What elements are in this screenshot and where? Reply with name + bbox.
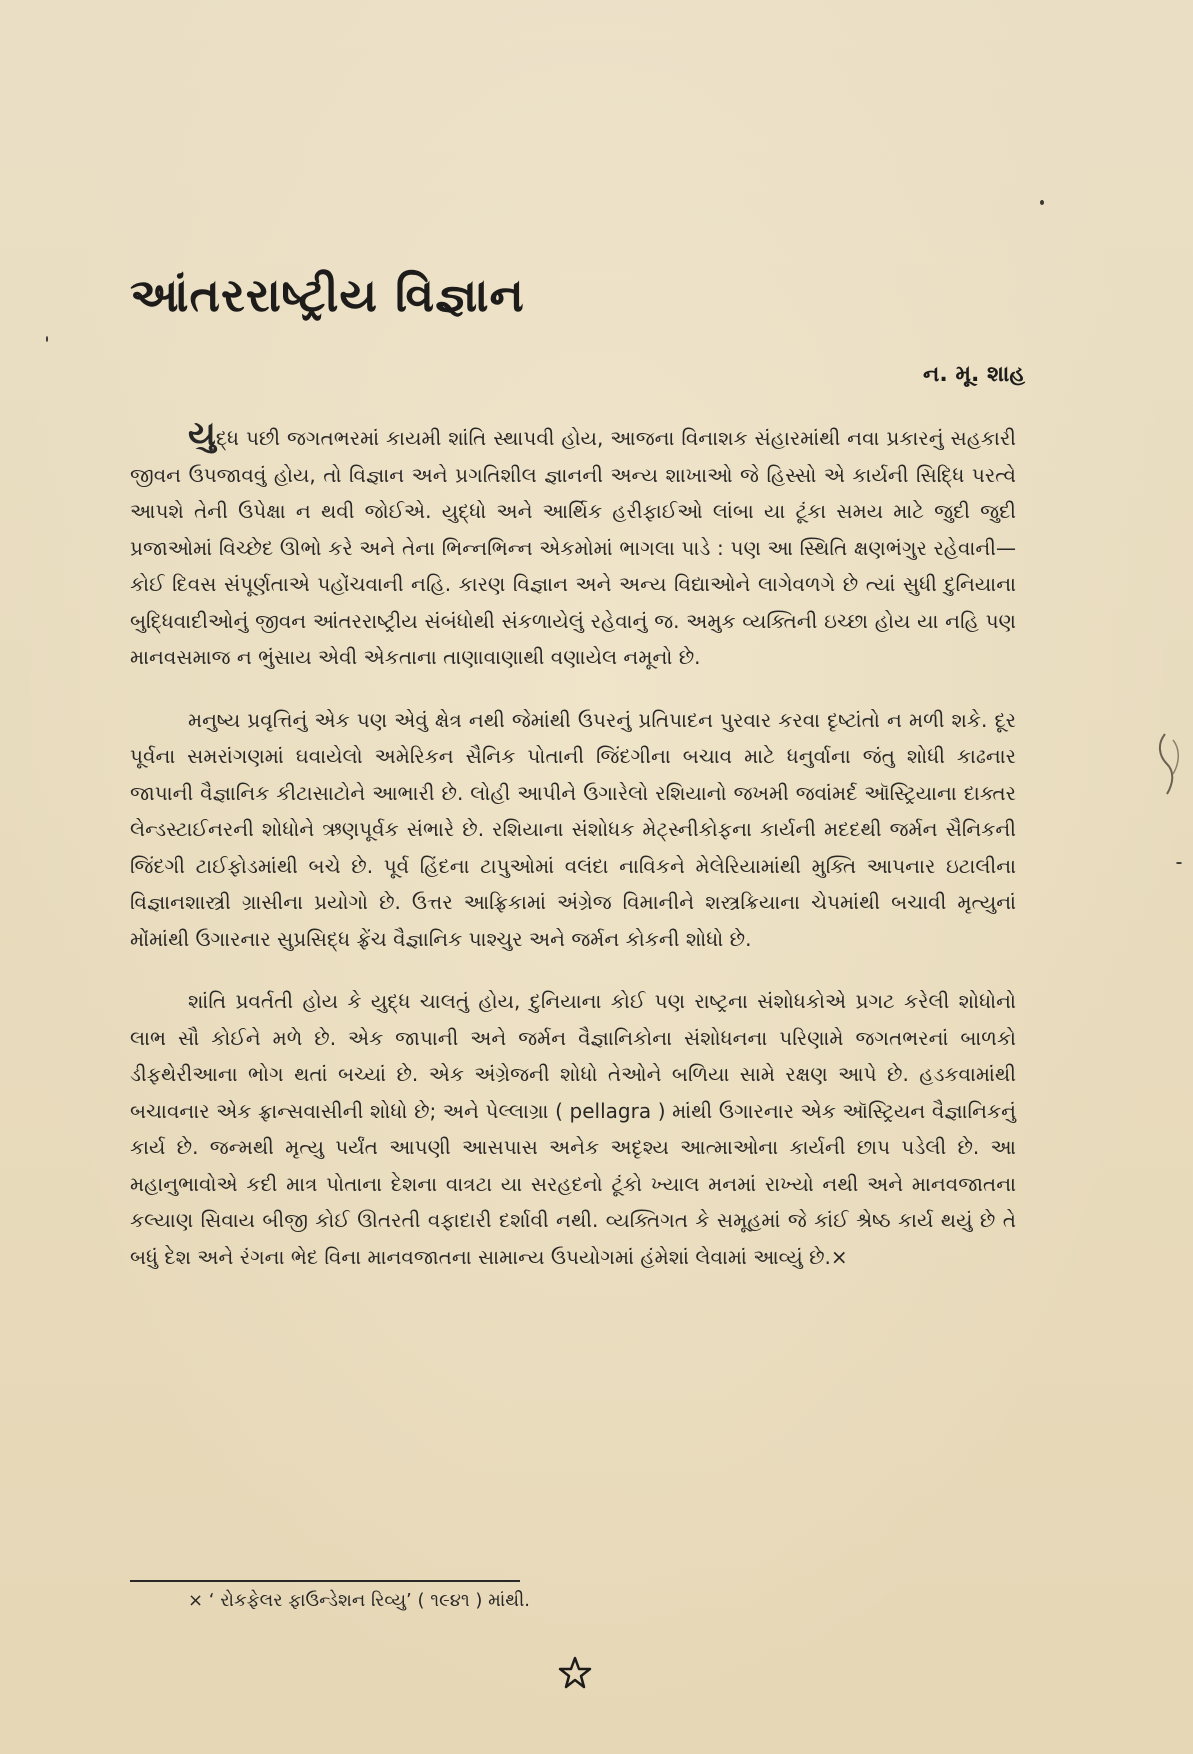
- article-body: [130, 414, 1016, 1301]
- paragraph-text: દ્ધ પછી જગતભરમાં કાયમી શાંતિ સ્થાપવી હોય, આજના વિનાશક સંહારમાંથી નવા પ્રકારનું સહકારી જીવન ઉપજાવવું હોય, તો વિજ્ઞાન અને પ્રગતિશીલ જ્ઞાનની અન્ય શાખાઓ જે હિસ્સો એ કાર્યની સિદ્ધિ પરત્વે આપશે તેની ઉપેક્ષા ન થવી જોઈએ. યુદ્ધો અને આર્થિક હરીફાઈઓ લાંબા યા ટૂંકા સમય માટે જુદી જુદી પ્રજાઓમાં વિચ્છેદ ઊભો કરે અને તેના ભિન્નભિન્ન એકમોમાં ભાગલા પાડે : પણ આ સ્થિતિ ક્ષણભંગુર રહેવાની—કોઈ દિવસ સંપૂર્ણતાએ પહોંચવાની નહિ. કારણ વિજ્ઞાન અને અન્ય વિદ્યાઓને લાગેવળગે છે ત્યાં સુધી દુનિયાના બુદ્ધિવાદીઓનું જીવન આંતરરાષ્ટ્રીય સંબંધોથી સંકળાયેલું રહેવાનું જ. અમુક વ્યક્તિની ઇચ્છા હોય યા નહિ પણ માનવસમાજ ન ભુંસાય એવી એકતાના તાણાવાણાથી વણાયેલ નમૂનો છે.: [130, 426, 1016, 669]
- paper-speck: [46, 336, 48, 342]
- footnote: × ‘ રોકફેલર ફાઉન્ડેશન રિવ્યુ’ ( ૧૯૪૧ ) માંથી.: [188, 1590, 530, 1611]
- paragraph-text: શાંતિ પ્રવર્તતી હોય કે યુદ્ધ ચાલતું હોય, દુનિયાના કોઈ પણ રાષ્ટ્રના સંશોધકોએ પ્રગટ કરેલી શોધોનો લાભ સૌ કોઈને મળે છે. એક જાપાની અને જર્મન વૈજ્ઞાનિકોના સંશોધનના પરિણામે જગતભરનાં બાળકો ડીફથેરીઆના ભોગ થતાં બચ્યાં છે. એક અંગ્રેજની શોધો તેઓને બળિયા સામે રક્ષણ આપે છે. હડકવામાંથી બચાવનાર એક ફ્રાન્સવાસીની શોધો છે; અને પેલ્લાગ્રા ( pellagra ) માંથી ઉગારનાર એક ઑસ્ટ્રિયન વૈજ્ઞાનિકનું કાર્ય છે. જન્મથી મૃત્યુ પર્યંત આપણી આસપાસ અનેક અદૃશ્ય આત્માઓના કાર્યની છાપ પડેલી છે. આ મહાનુભાવોએ કદી માત્ર પોતાના દેશના વાત્રટા યા સરહદનો ટૂંકો ખ્યાલ મનમાં રાખ્યો નથી અને માનવજાતના કલ્યાણ સિવાય બીજી કોઈ ઊતરતી વફાદારી દર્શાવી નથી. વ્યક્તિગત કે સમૂહમાં જે કાંઈ શ્રેષ્ઠ કાર્ય થયું છે તે બધું દેશ અને રંગના ભેદ વિના માનવજાતના સામાન્ય ઉપયોગમાં હંમેશાં લેવામાં આવ્યું છે.×: [130, 989, 1016, 1269]
- paragraph-3: [130, 983, 1016, 1275]
- footnote-divider: [130, 1580, 520, 1582]
- paragraph-1: [130, 414, 1016, 676]
- paragraph-2: [130, 702, 1016, 958]
- paper-speck: [1176, 862, 1182, 864]
- star-icon: [558, 1656, 592, 1690]
- article-title: આંતરરાષ્ટ્રીય વિજ્ઞાન: [130, 268, 525, 322]
- page-edge-mark: [1153, 730, 1193, 800]
- author-byline: ન. મૂ. શાહ: [923, 362, 1025, 387]
- drop-cap: યુ: [188, 414, 216, 454]
- paper-speck: [1040, 200, 1044, 205]
- paragraph-text: મનુષ્ય પ્રવૃત્તિનું એક પણ એવું ક્ષેત્ર નથી જેમાંથી ઉપરનું પ્રતિપાદન પુરવાર કરવા દૃષ્ટાંતો ન મળી શકે. દૂર પૂર્વના સમરાંગણમાં ઘવાયેલો અમેરિકન સૈનિક પોતાની જિંદગીના બચાવ માટે ધનુર્વાના જંતુ શોધી કાઢનાર જાપાની વૈજ્ઞાનિક કીટાસાટોને આભારી છે. લોહી આપીને ઉગારેલો રશિયાનો જખમી જવાંમર્દ ઑસ્ટ્રિયાના દાક્તર લેન્ડસ્ટાઈનરની શોધોને ઋણપૂર્વક સંભારે છે. રશિયાના સંશોધક મેટ્સ્નીકોફના કાર્યની મદદથી જર્મન સૈનિકની જિંદગી ટાઈફોડમાંથી બચે છે. પૂર્વ હિંદના ટાપુઓમાં વલંદા નાવિકને મેલેરિયામાંથી મુક્તિ આપનાર ઇટાલીના વિજ્ઞાનશાસ્ત્રી ગ્રાસીના પ્રયોગો છે. ઉત્તર આફ્રિકામાં અંગ્રેજ વિમાનીને શસ્ત્રક્રિયાના ચેપમાંથી બચાવી મૃત્યુનાં મોંમાંથી ઉગારનાર સુપ્રસિદ્ધ ફ્રેંચ વૈજ્ઞાનિક પાશ્ચુર અને જર્મન કોકની શોધો છે.: [130, 707, 1016, 951]
